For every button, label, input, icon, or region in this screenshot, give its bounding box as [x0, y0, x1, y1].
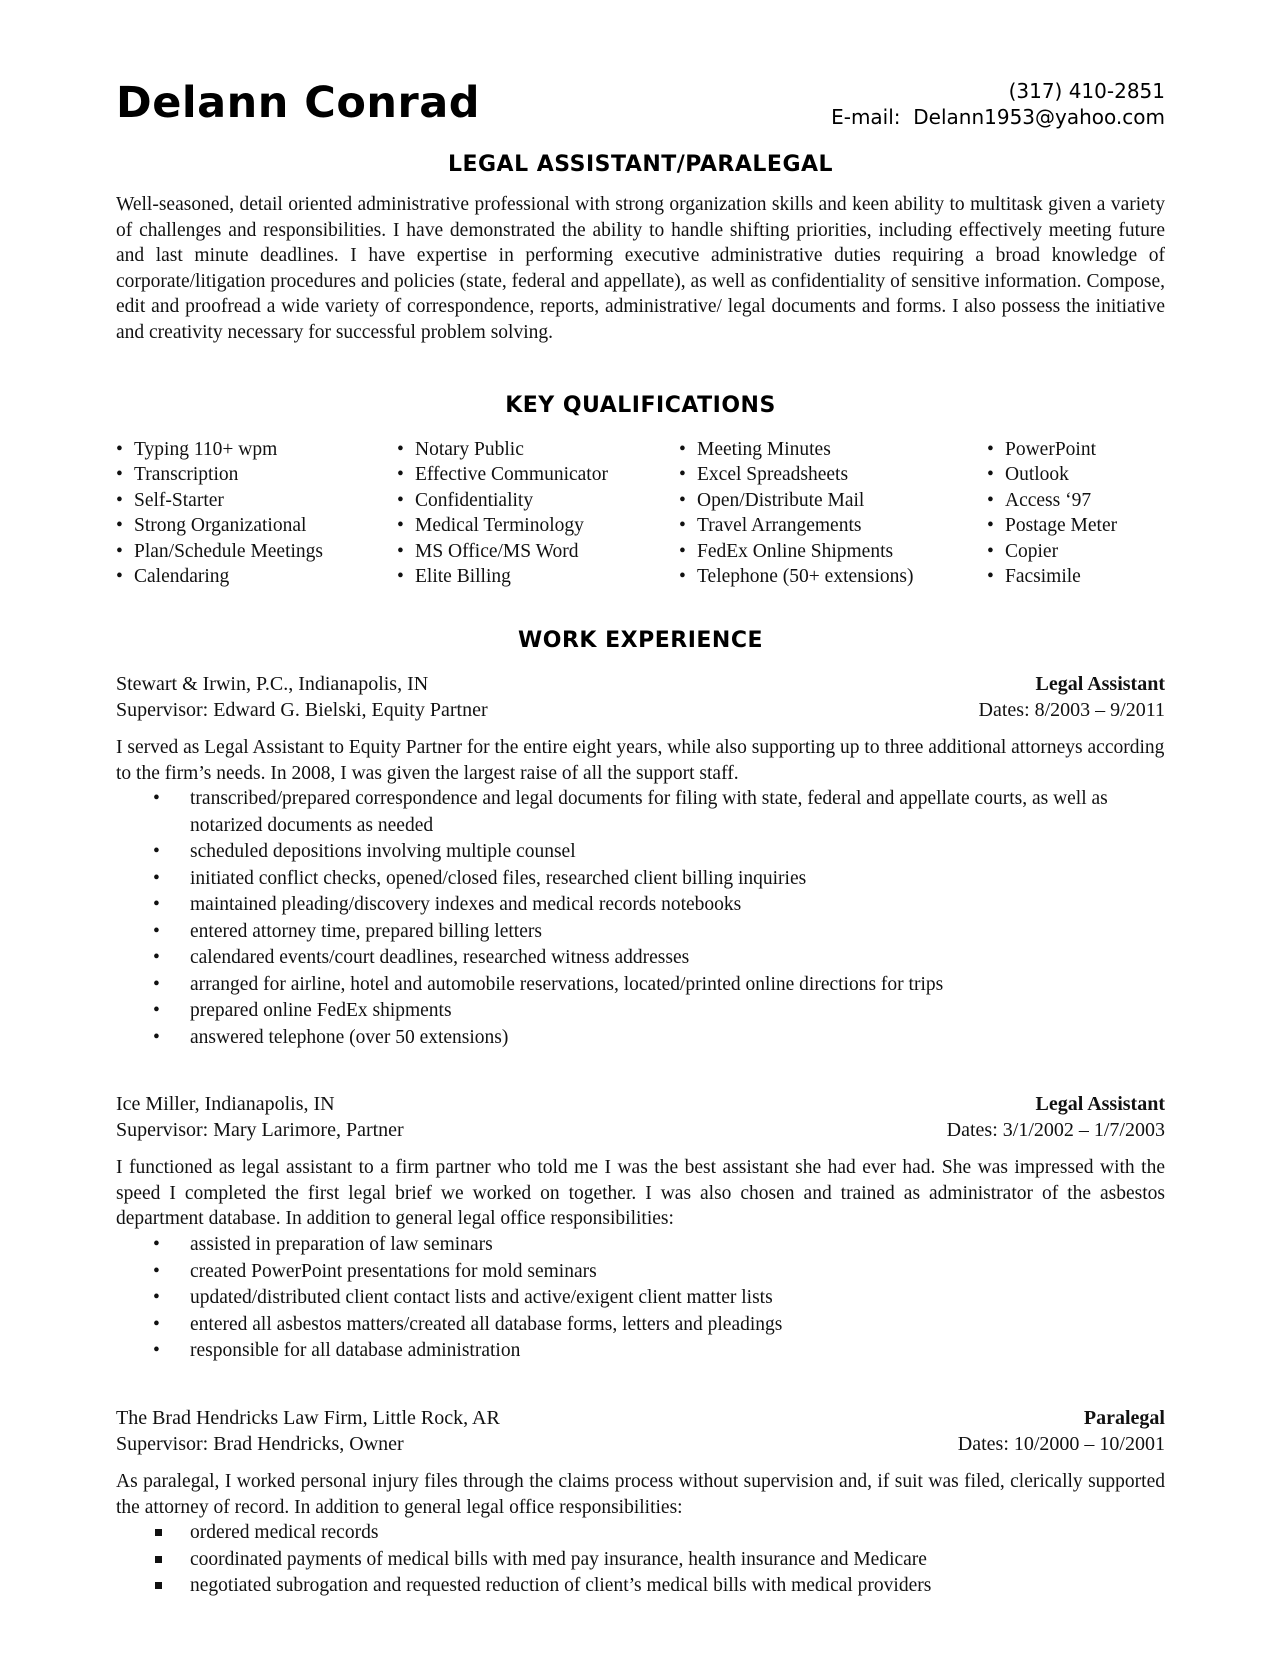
- job-3-header-left: [116, 1405, 500, 1457]
- qualification-item: • Telephone (50+ extensions): [679, 566, 914, 588]
- job-dates: Dates: 10/2000 – 10/2001: [957, 1433, 1165, 1455]
- qualifications-column-1: [116, 437, 323, 589]
- contact-block: [831, 78, 1165, 130]
- duty-item: • transcribed/prepared correspondence and legal documents for filing with state, federal and appellate courts, as well as notarized documents as needed: [153, 788, 1108, 836]
- qualification-item: • Access ‘97: [987, 489, 1092, 511]
- qualification-item: • Typing 110+ wpm: [116, 439, 278, 460]
- qualification-item: • Outlook: [987, 464, 1069, 486]
- duty-item: • prepared online FedEx shipments: [153, 1000, 452, 1021]
- qualification-item: • Plan/Schedule Meetings: [116, 540, 324, 562]
- job-position: Paralegal: [1083, 1407, 1165, 1429]
- duty-item: • responsible for all database administration: [153, 1340, 521, 1361]
- qualification-item: • PowerPoint: [987, 439, 1097, 460]
- job-dates: Dates: 8/2003 – 9/2011: [978, 699, 1165, 721]
- qualification-item: • Facsimile: [987, 566, 1081, 588]
- qualifications-column-2: [397, 437, 608, 589]
- duty-item: • arranged for airline, hotel and automobile reservations, located/printed online directions for trips: [153, 973, 944, 995]
- qualification-item: • Calendaring: [116, 566, 230, 588]
- qualifications-title: KEY QUALIFICATIONS: [505, 393, 776, 418]
- qualification-item: • Elite Billing: [397, 566, 511, 588]
- job-1-summary: I served as Legal Assistant to Equity Partner for the entire eight years, while also supporting up to three additional attorneys according to the firm’s needs. In 2008, I was given the largest raise of all the support staff.: [116, 737, 1165, 784]
- qualification-item: • Effective Communicator: [397, 464, 608, 486]
- duty-item: • entered attorney time, prepared billing letters: [153, 920, 542, 942]
- job-employer: Stewart & Irwin, P.C., Indianapolis, IN: [116, 673, 429, 695]
- qualification-item: • Excel Spreadsheets: [679, 464, 849, 486]
- job-dates: Dates: 3/1/2002 – 1/7/2003: [946, 1119, 1165, 1141]
- qualifications-column-4: [987, 437, 1117, 589]
- duty-item: • calendared events/court deadlines, researched witness addresses: [153, 947, 690, 968]
- duty-item: • assisted in preparation of law seminars: [153, 1234, 493, 1255]
- job-3-duties: [116, 1520, 1165, 1600]
- qualification-item: • FedEx Online Shipments: [679, 540, 894, 562]
- email-label: E-mail:: [831, 105, 901, 129]
- duty-item: • entered all asbestos matters/created all database forms, letters and pleadings: [153, 1313, 783, 1335]
- job-position: Legal Assistant: [1035, 673, 1165, 695]
- duty-item: • scheduled depositions involving multiple counsel: [153, 841, 576, 862]
- job-supervisor: Supervisor: Mary Larimore, Partner: [116, 1119, 404, 1141]
- qualification-item: • Strong Organizational: [116, 515, 307, 537]
- job-3-summary: As paralegal, I worked personal injury files through the claims process without supervision and, if suit was filed, clerically supported the attorney of record. In addition to general legal office responsibilities:: [116, 1471, 1165, 1518]
- qualification-item: • Travel Arrangements: [679, 515, 862, 537]
- qualification-item: • Transcription: [116, 464, 239, 486]
- work-experience-title: WORK EXPERIENCE: [518, 628, 763, 653]
- email-line: [831, 104, 1165, 130]
- objective-title: LEGAL ASSISTANT/PARALEGAL: [447, 152, 834, 177]
- job-supervisor: Supervisor: Brad Hendricks, Owner: [116, 1433, 404, 1455]
- objective-text: Well-seasoned, detail oriented administrative professional with strong organization skills and keen ability to multitask given a variety of challenges and responsibilities. I have demonstrated the ability to handle shifting priorities, including effectively meeting future and last minute deadlines. I have expertise in performing executive administrative duties requiring a broad knowledge of corporate/litigation procedures and policies (state, federal and appellate), as well as confidentiality of sensitive information. Compose, edit and proofread a wide variety of correspondence, reports, administrative/ legal documents and forms. I also possess the initiative and creativity necessary for successful problem solving.: [116, 194, 1165, 343]
- applicant-name: Delann Conrad: [116, 78, 481, 128]
- qualification-item: • Notary Public: [397, 439, 524, 460]
- job-employer: The Brad Hendricks Law Firm, Little Rock, AR: [116, 1407, 500, 1429]
- qualifications-column-3: [679, 437, 914, 589]
- qualification-item: • Medical Terminology: [397, 515, 584, 537]
- job-1-duties: [116, 786, 1165, 1051]
- job-1-header-right: [979, 671, 1165, 723]
- duty-item: coordinated payments of medical bills with med pay insurance, health insurance and Medicare: [116, 1547, 1165, 1574]
- qualification-item: • Self-Starter: [116, 489, 224, 511]
- duty-item: ordered medical records: [116, 1520, 1165, 1547]
- duty-item: • answered telephone (over 50 extensions): [153, 1026, 509, 1048]
- job-supervisor: Supervisor: Edward G. Bielski, Equity Partner: [116, 699, 488, 721]
- qualification-item: • Postage Meter: [987, 515, 1118, 537]
- email-address: Delann1953@yahoo.com: [913, 105, 1165, 129]
- duty-item: • initiated conflict checks, opened/closed files, researched client billing inquiries: [153, 867, 807, 889]
- job-2-header-right: [947, 1091, 1165, 1143]
- duty-item: • created PowerPoint presentations for mold seminars: [153, 1260, 597, 1282]
- duty-item: • maintained pleading/discovery indexes and medical records notebooks: [153, 894, 742, 915]
- job-1-header-left: [116, 671, 488, 723]
- qualification-item: • Meeting Minutes: [679, 439, 831, 460]
- job-2-header-left: [116, 1091, 404, 1143]
- job-2-duties: [116, 1232, 1165, 1365]
- job-3-header-right: [958, 1405, 1165, 1457]
- qualification-item: • Confidentiality: [397, 489, 534, 511]
- phone-number: (317) 410-2851: [1008, 79, 1165, 103]
- qualification-item: • Open/Distribute Mail: [679, 489, 865, 511]
- job-employer: Ice Miller, Indianapolis, IN: [116, 1093, 335, 1115]
- job-position: Legal Assistant: [1035, 1093, 1165, 1115]
- duty-item: • updated/distributed client contact lists and active/exigent client matter lists: [153, 1287, 773, 1308]
- qualification-item: • MS Office/MS Word: [397, 540, 579, 562]
- qualification-item: • Copier: [987, 540, 1059, 562]
- job-2-summary: I functioned as legal assistant to a firm partner who told me I was the best assistant she had ever had. She was impressed with the speed I completed the first legal brief we worked on together. I was also chosen and trained as administrator of the asbestos department database. In addition to general legal office responsibilities:: [116, 1157, 1165, 1229]
- duty-item: negotiated subrogation and requested reduction of client’s medical bills with medical providers: [116, 1573, 1165, 1600]
